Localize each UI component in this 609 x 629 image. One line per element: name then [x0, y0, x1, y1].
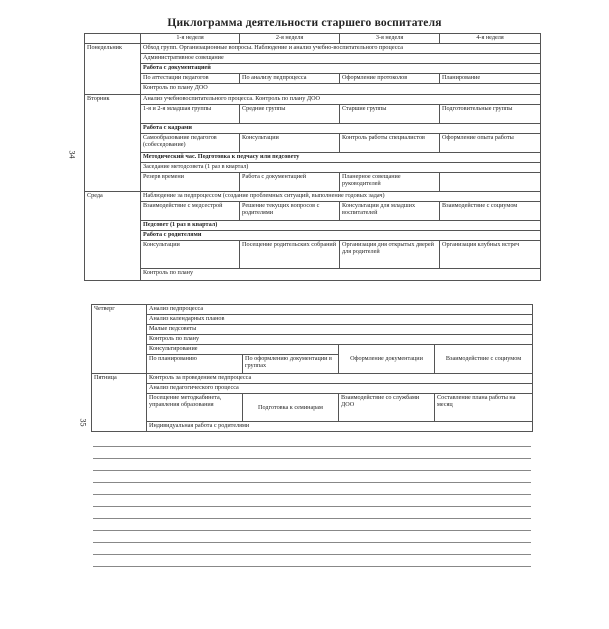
thursday-row-5: Консультирование — [147, 345, 339, 355]
wednesday-cell: Решение текущих вопросов с родителями — [240, 202, 340, 221]
ruled-line — [93, 554, 531, 555]
friday-row-2: Анализ педагогического процесса — [147, 384, 533, 394]
day-tuesday: Вторник — [85, 95, 141, 105]
wednesday-row-1: Наблюдение за педпроцессом (создание проблемных ситуаций, выполнение годовых задач) — [141, 192, 541, 202]
header-week-2: 2-я неделя — [240, 34, 340, 44]
wednesday-row-6: Контроль по плану — [141, 269, 541, 281]
ruled-line — [93, 530, 531, 531]
ruled-line — [93, 506, 531, 507]
thursday-row-4: Контроль по плану — [147, 335, 533, 345]
tuesday-cell: Работа с документацией — [240, 173, 340, 192]
tuesday-row-1: Анализ учебновоспитательного процесса. Контроль по плану ДОО — [141, 95, 541, 105]
day-wednesday: Среда — [85, 192, 141, 202]
friday-cell: Взаимодействие со службами ДОО — [339, 394, 435, 422]
thursday-cell: По оформлению документации в группах — [243, 355, 339, 374]
schedule-table-mon-wed — [84, 33, 541, 281]
wednesday-row-3: Педсовет (1 раз в квартал) — [141, 221, 541, 231]
ruled-line — [93, 518, 531, 519]
page-title: Циклограмма деятельности старшего воспитателя — [167, 17, 442, 29]
day-thursday: Четверг — [92, 305, 147, 315]
page-number-right: 35 — [78, 418, 88, 427]
monday-cell: Оформление протоколов — [340, 74, 440, 84]
header-week-4: 4-я неделя — [440, 34, 541, 44]
thursday-row-2: Анализ календарных планов — [147, 315, 533, 325]
monday-row-2: Административное совещание — [141, 54, 541, 64]
friday-cell: Составление плана работы на месяц — [435, 394, 533, 422]
wednesday-cell: Консультации — [141, 241, 240, 269]
tuesday-cell: 1-я и 2-я младшая группы — [141, 105, 240, 124]
day-friday: Пятница — [92, 374, 147, 384]
ruled-line — [93, 446, 531, 447]
tuesday-cell: Планерное совещание руководителей — [340, 173, 440, 192]
monday-row-5: Контроль по плану ДОО — [141, 84, 541, 95]
friday-row-4: Индивидуальная работа с родителями — [147, 422, 533, 432]
monday-cell: По анализу педпроцесса — [240, 74, 340, 84]
header-week-1: 1-я неделя — [141, 34, 240, 44]
monday-row-3: Работа с документацией — [141, 64, 541, 74]
tuesday-cell: Контроль работы специалистов — [340, 134, 440, 153]
tuesday-cell: Средние группы — [240, 105, 340, 124]
ruled-line — [93, 470, 531, 471]
header-week-3: 3-я неделя — [340, 34, 440, 44]
schedule-table-thu-fri — [91, 304, 533, 432]
thursday-merged-cell: Оформление документации — [339, 345, 435, 374]
wednesday-cell: Организация клубных встреч — [440, 241, 541, 269]
thursday-cell: По планированию — [147, 355, 243, 374]
tuesday-row-5: Методический час. Подготовка к педчасу или педсовету — [141, 153, 541, 163]
thursday-row-3: Малые педсоветы — [147, 325, 533, 335]
monday-cell: По аттестации педагогов — [141, 74, 240, 84]
monday-cell: Планирование — [440, 74, 541, 84]
ruled-line — [93, 482, 531, 483]
wednesday-cell: Посещение родительских собраний — [240, 241, 340, 269]
monday-row-1: Обход групп. Организационные вопросы. Наблюдение и анализ учебно-воспитательного процесса — [141, 44, 541, 54]
tuesday-cell: Самообразование педагогов (собеседование) — [141, 134, 240, 153]
page-number-left: 34 — [67, 150, 77, 159]
day-monday: Понедельник — [85, 44, 141, 54]
tuesday-cell — [440, 173, 541, 192]
wednesday-row-4: Работа с родителями — [141, 231, 541, 241]
wednesday-cell: Взаимодействие с социумом — [440, 202, 541, 221]
tuesday-cell: Старшие группы — [340, 105, 440, 124]
wednesday-cell: Организация дня открытых дверей для родителей — [340, 241, 440, 269]
tuesday-row-3: Работа с кадрами — [141, 124, 541, 134]
ruled-line — [93, 494, 531, 495]
tuesday-row-6: Заседание методсовета (1 раз в квартал) — [141, 163, 541, 173]
wednesday-cell: Консультации для младших воспитателей — [340, 202, 440, 221]
ruled-line — [93, 542, 531, 543]
tuesday-cell: Резерв времени — [141, 173, 240, 192]
tuesday-cell: Оформление опыта работы — [440, 134, 541, 153]
ruled-line — [93, 458, 531, 459]
friday-row-1: Контроль за проведением педпроцесса — [147, 374, 533, 384]
thursday-row-1: Анализ педпроцесса — [147, 305, 533, 315]
tuesday-cell: Подготовительные группы — [440, 105, 541, 124]
tuesday-cell: Консультации — [240, 134, 340, 153]
wednesday-cell: Взаимодействие с медсестрой — [141, 202, 240, 221]
friday-cell: Подготовка к семинарам — [243, 394, 339, 422]
friday-cell: Посещение методкабинета, управления образования — [147, 394, 243, 422]
ruled-line — [93, 566, 531, 567]
corner-cell — [85, 34, 141, 44]
thursday-merged-cell: Взаимодействие с социумом — [435, 345, 533, 374]
